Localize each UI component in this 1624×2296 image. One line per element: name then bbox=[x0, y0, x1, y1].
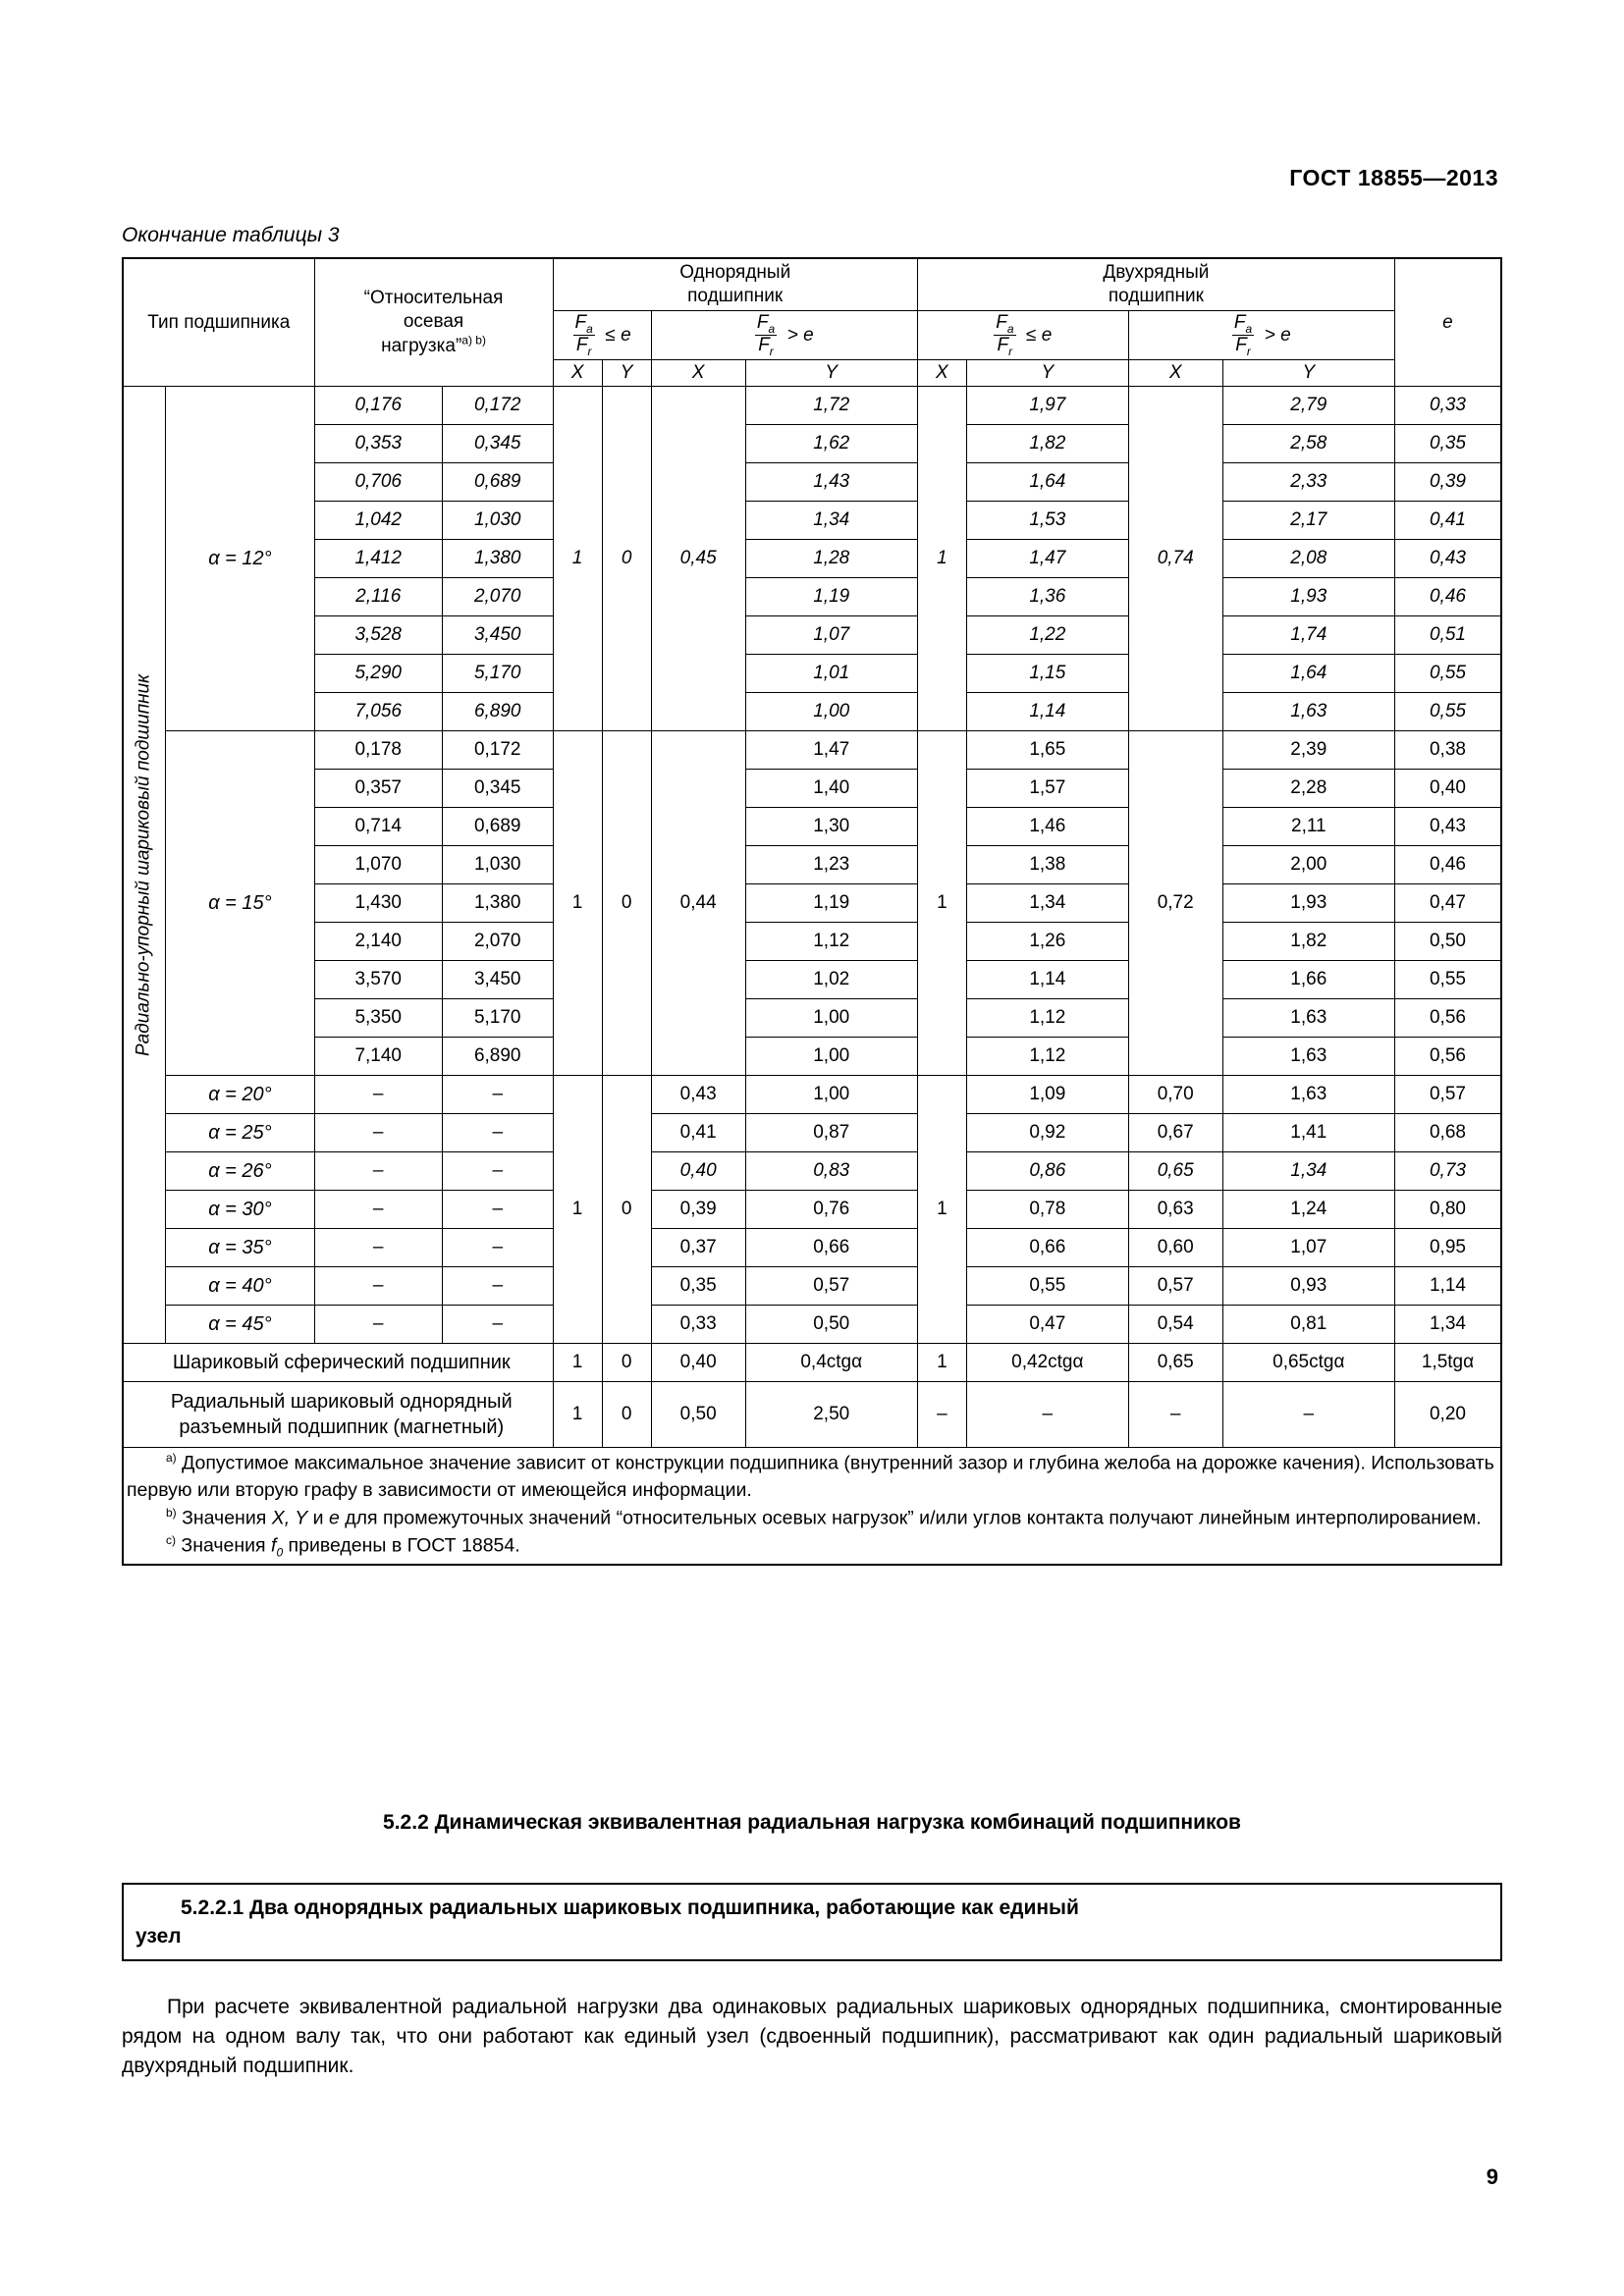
cell-y-le-dr: 1,36 bbox=[966, 578, 1128, 616]
heading-line-2: узел bbox=[135, 1924, 182, 1948]
cell-y-gt-dr: 2,79 bbox=[1222, 387, 1394, 425]
cell-load-1: 7,056 bbox=[314, 693, 442, 731]
cell-y-gt: 0,50 bbox=[745, 1306, 917, 1344]
cell-e: 0,43 bbox=[1394, 540, 1501, 578]
cell-y-gt-dr: 1,41 bbox=[1222, 1114, 1394, 1152]
cell-y-gt: 1,12 bbox=[745, 923, 917, 961]
table-row bbox=[123, 655, 1501, 693]
cell-load-2: 1,380 bbox=[442, 884, 553, 923]
cell-x-gt: 0,37 bbox=[651, 1229, 745, 1267]
cell-y-le-dr: 1,12 bbox=[966, 1038, 1128, 1076]
table-row bbox=[123, 578, 1501, 616]
alpha-26-label: α = 26° bbox=[166, 1152, 314, 1191]
table-row bbox=[123, 540, 1501, 578]
cell-e: 0,57 bbox=[1394, 1076, 1501, 1114]
cell-y-gt: 1,02 bbox=[745, 961, 917, 999]
cell-y-gt-dr: 0,81 bbox=[1222, 1306, 1394, 1344]
cell-y-le-dr: – bbox=[966, 1382, 1128, 1448]
group-label-angular-contact: Радиально-упорный шариковый подшипник bbox=[123, 387, 166, 1344]
cell-y-gt: 0,87 bbox=[745, 1114, 917, 1152]
cell-load-2: 6,890 bbox=[442, 1038, 553, 1076]
cell-y-le-dr: 0,55 bbox=[966, 1267, 1128, 1306]
cell-e: 0,41 bbox=[1394, 502, 1501, 540]
cell-y-gt: 0,83 bbox=[745, 1152, 917, 1191]
cell-y-gt-dr: 1,63 bbox=[1222, 999, 1394, 1038]
cell-e: 0,33 bbox=[1394, 387, 1501, 425]
cell-load-2: – bbox=[442, 1306, 553, 1344]
cell-y-le-dr: 1,57 bbox=[966, 770, 1128, 808]
cell-load-2: – bbox=[442, 1191, 553, 1229]
cell-load-1: 0,357 bbox=[314, 770, 442, 808]
standard-header: ГОСТ 18855—2013 bbox=[1289, 165, 1498, 190]
cell-load-2: – bbox=[442, 1229, 553, 1267]
alpha-20-label: α = 20° bbox=[166, 1076, 314, 1114]
alpha-12-label: α = 12° bbox=[166, 387, 314, 731]
cell-y-gt-dr: 0,65ctgα bbox=[1222, 1344, 1394, 1382]
table-header-row-1 bbox=[123, 258, 1501, 310]
cell-y-gt-dr: 1,34 bbox=[1222, 1152, 1394, 1191]
page-number: 9 bbox=[1486, 2164, 1498, 2189]
header-single-le-e: $\frac{F_a}{F_r}$ ≤ e bbox=[553, 310, 651, 360]
table-row bbox=[123, 1076, 1501, 1114]
cell-y-le-dr: 1,47 bbox=[966, 540, 1128, 578]
cell-y-gt-dr: 1,66 bbox=[1222, 961, 1394, 999]
cell-e: 0,46 bbox=[1394, 578, 1501, 616]
cell-y-le-dr: 1,38 bbox=[966, 846, 1128, 884]
cell-y-le-dr: 0,47 bbox=[966, 1306, 1128, 1344]
cell-load-2: 3,450 bbox=[442, 616, 553, 655]
cell-e: 1,14 bbox=[1394, 1267, 1501, 1306]
cell-e: 0,35 bbox=[1394, 425, 1501, 463]
cell-x-gt-dr-15: 0,72 bbox=[1128, 731, 1222, 1076]
table-row bbox=[123, 770, 1501, 808]
table-row bbox=[123, 425, 1501, 463]
cell-y-le: 0 bbox=[602, 1344, 651, 1382]
table-row bbox=[123, 463, 1501, 502]
table-row bbox=[123, 616, 1501, 655]
footnote-a: $^{a)}$ Допустимое максимальное значение зависит от конструкции подшипника (внутренний зазор и глубина желоба на дорожке качения). Использовать первую или вторую графу в зависимости от имеющейся информации. bbox=[127, 1451, 1494, 1502]
cell-load-2: 0,345 bbox=[442, 770, 553, 808]
alpha-30-label: α = 30° bbox=[166, 1191, 314, 1229]
cell-y-gt-dr: 2,08 bbox=[1222, 540, 1394, 578]
cell-y-gt: 1,30 bbox=[745, 808, 917, 846]
cell-y-gt-dr: 1,93 bbox=[1222, 578, 1394, 616]
cell-e: 0,43 bbox=[1394, 808, 1501, 846]
cell-y-gt-dr: 2,17 bbox=[1222, 502, 1394, 540]
cell-x-gt: 0,41 bbox=[651, 1114, 745, 1152]
cell-e: 0,51 bbox=[1394, 616, 1501, 655]
cell-y-gt: 1,34 bbox=[745, 502, 917, 540]
cell-e: 0,55 bbox=[1394, 693, 1501, 731]
cell-y-gt-dr: 2,33 bbox=[1222, 463, 1394, 502]
cell-y-gt: 0,76 bbox=[745, 1191, 917, 1229]
cell-load-2: 6,890 bbox=[442, 693, 553, 731]
cell-load-2: 2,070 bbox=[442, 578, 553, 616]
header-y-2: Y bbox=[745, 360, 917, 387]
table-notes-row bbox=[123, 1448, 1501, 1565]
cell-load-2: – bbox=[442, 1114, 553, 1152]
alpha-15-label: α = 15° bbox=[166, 731, 314, 1076]
cell-load-1: – bbox=[314, 1229, 442, 1267]
header-single-row: Однорядный подшипник bbox=[553, 258, 917, 310]
cell-y-gt: 1,00 bbox=[745, 693, 917, 731]
cell-y-le-dr: 1,26 bbox=[966, 923, 1128, 961]
cell-load-1: 1,430 bbox=[314, 884, 442, 923]
cell-x-le: 1 bbox=[553, 1382, 602, 1448]
body-paragraph bbox=[122, 1993, 1502, 2080]
section-heading-5-2-2: 5.2.2 Динамическая эквивалентная радиальная нагрузка комбинаций подшипников bbox=[383, 1811, 1241, 1834]
cell-y-gt-dr: 1,63 bbox=[1222, 1076, 1394, 1114]
cell-y-le-angles: 0 bbox=[602, 1076, 651, 1344]
header-x-3: X bbox=[917, 360, 966, 387]
cell-x-gt-dr: 0,57 bbox=[1128, 1267, 1222, 1306]
cell-x-gt-dr: 0,63 bbox=[1128, 1191, 1222, 1229]
cell-x-gt-dr: 0,67 bbox=[1128, 1114, 1222, 1152]
cell-load-2: 0,689 bbox=[442, 808, 553, 846]
cell-y-gt: 1,72 bbox=[745, 387, 917, 425]
cell-y-gt: 1,47 bbox=[745, 731, 917, 770]
cell-y-le-dr: 1,34 bbox=[966, 884, 1128, 923]
cell-y-gt-dr: 1,63 bbox=[1222, 1038, 1394, 1076]
cell-x-gt: 0,50 bbox=[651, 1382, 745, 1448]
cell-y-le-dr: 0,86 bbox=[966, 1152, 1128, 1191]
table-caption: Окончание таблицы 3 bbox=[122, 224, 340, 246]
cell-y-gt: 1,00 bbox=[745, 1076, 917, 1114]
table-row bbox=[123, 387, 1501, 425]
table-row bbox=[123, 923, 1501, 961]
cell-x-gt: 0,40 bbox=[651, 1344, 745, 1382]
cell-load-2: 1,380 bbox=[442, 540, 553, 578]
cell-y-le-dr: 1,09 bbox=[966, 1076, 1128, 1114]
table-row bbox=[123, 999, 1501, 1038]
cell-e: 0,95 bbox=[1394, 1229, 1501, 1267]
header-y-3: Y bbox=[966, 360, 1128, 387]
table-row bbox=[123, 502, 1501, 540]
cell-y-le-dr: 1,22 bbox=[966, 616, 1128, 655]
cell-y-gt-dr: 1,07 bbox=[1222, 1229, 1394, 1267]
cell-load-2: 1,030 bbox=[442, 502, 553, 540]
header-bearing-type: Тип подшипника bbox=[123, 258, 314, 387]
cell-y-le-dr: 0,78 bbox=[966, 1191, 1128, 1229]
cell-y-gt: 1,43 bbox=[745, 463, 917, 502]
cell-x-gt-dr: 0,65 bbox=[1128, 1152, 1222, 1191]
header-x-2: X bbox=[651, 360, 745, 387]
cell-y-gt-dr: 1,74 bbox=[1222, 616, 1394, 655]
header-e: e bbox=[1394, 258, 1501, 387]
cell-load-1: – bbox=[314, 1191, 442, 1229]
alpha-40-label: α = 40° bbox=[166, 1267, 314, 1306]
cell-load-1: 0,178 bbox=[314, 731, 442, 770]
cell-load-2: 1,030 bbox=[442, 846, 553, 884]
footnote-c: $^{c)}$ Значения $f_0$ приведены в ГОСТ 18854. bbox=[166, 1533, 520, 1560]
cell-load-2: – bbox=[442, 1152, 553, 1191]
header-relative-axial-load: “Относительная осевая нагрузка”$^{a) b)}$ bbox=[314, 258, 553, 387]
cell-y-gt: 2,50 bbox=[745, 1382, 917, 1448]
header-y-4: Y bbox=[1222, 360, 1394, 387]
cell-x-le-dr-15: 1 bbox=[917, 731, 966, 1076]
cell-y-gt-dr: 2,00 bbox=[1222, 846, 1394, 884]
cell-x-gt-dr: 0,65 bbox=[1128, 1344, 1222, 1382]
cell-x-gt-15: 0,44 bbox=[651, 731, 745, 1076]
cell-load-2: 0,172 bbox=[442, 387, 553, 425]
cell-x-le-12: 1 bbox=[553, 387, 602, 731]
cell-load-1: 5,350 bbox=[314, 999, 442, 1038]
cell-x-gt-dr: 0,60 bbox=[1128, 1229, 1222, 1267]
table-row bbox=[123, 731, 1501, 770]
cell-x-gt: 0,35 bbox=[651, 1267, 745, 1306]
cell-e: 0,80 bbox=[1394, 1191, 1501, 1229]
cell-load-2: 5,170 bbox=[442, 999, 553, 1038]
cell-e: 0,38 bbox=[1394, 731, 1501, 770]
cell-load-1: – bbox=[314, 1076, 442, 1114]
cell-load-1: – bbox=[314, 1306, 442, 1344]
cell-y-le: 0 bbox=[602, 1382, 651, 1448]
cell-e: 0,50 bbox=[1394, 923, 1501, 961]
cell-y-le-dr: 1,12 bbox=[966, 999, 1128, 1038]
alpha-25-label: α = 25° bbox=[166, 1114, 314, 1152]
table-row bbox=[123, 1114, 1501, 1152]
header-x-1: X bbox=[553, 360, 602, 387]
cell-y-gt-dr: 0,93 bbox=[1222, 1267, 1394, 1306]
cell-load-1: 2,116 bbox=[314, 578, 442, 616]
cell-y-gt: 1,23 bbox=[745, 846, 917, 884]
cell-x-le-15: 1 bbox=[553, 731, 602, 1076]
table-row bbox=[123, 961, 1501, 999]
cell-y-le-15: 0 bbox=[602, 731, 651, 1076]
cell-y-gt-dr: – bbox=[1222, 1382, 1394, 1448]
cell-y-le-dr: 0,92 bbox=[966, 1114, 1128, 1152]
cell-y-le-dr: 1,65 bbox=[966, 731, 1128, 770]
cell-x-le-angles: 1 bbox=[553, 1076, 602, 1344]
cell-y-gt-dr: 2,58 bbox=[1222, 425, 1394, 463]
cell-y-gt: 1,40 bbox=[745, 770, 917, 808]
cell-load-2: 3,450 bbox=[442, 961, 553, 999]
cell-load-2: – bbox=[442, 1267, 553, 1306]
cell-x-le-dr-12: 1 bbox=[917, 387, 966, 731]
cell-x-gt-12: 0,45 bbox=[651, 387, 745, 731]
cell-y-gt-dr: 1,63 bbox=[1222, 693, 1394, 731]
cell-e: 0,47 bbox=[1394, 884, 1501, 923]
cell-load-1: 3,570 bbox=[314, 961, 442, 999]
table-row bbox=[123, 846, 1501, 884]
cell-load-1: 3,528 bbox=[314, 616, 442, 655]
cell-y-le-dr: 1,82 bbox=[966, 425, 1128, 463]
cell-y-gt: 1,00 bbox=[745, 1038, 917, 1076]
cell-load-1: – bbox=[314, 1114, 442, 1152]
cell-y-le-dr: 1,46 bbox=[966, 808, 1128, 846]
cell-load-1: 0,714 bbox=[314, 808, 442, 846]
cell-y-gt: 0,57 bbox=[745, 1267, 917, 1306]
header-single-gt-e: $\frac{F_a}{F_r}$ > e bbox=[651, 310, 917, 360]
header-double-gt-e: $\frac{F_a}{F_r}$ > e bbox=[1128, 310, 1394, 360]
cell-e: 0,56 bbox=[1394, 999, 1501, 1038]
cell-y-le-dr: 1,53 bbox=[966, 502, 1128, 540]
cell-x-le-dr-angles: 1 bbox=[917, 1076, 966, 1344]
cell-y-gt: 1,62 bbox=[745, 425, 917, 463]
cell-e: 1,34 bbox=[1394, 1306, 1501, 1344]
cell-x-le: 1 bbox=[553, 1344, 602, 1382]
cell-load-1: 2,140 bbox=[314, 923, 442, 961]
cell-e: 1,5tgα bbox=[1394, 1344, 1501, 1382]
cell-y-gt-dr: 2,11 bbox=[1222, 808, 1394, 846]
cell-x-gt-dr: 0,54 bbox=[1128, 1306, 1222, 1344]
table-row bbox=[123, 693, 1501, 731]
cell-y-gt: 1,07 bbox=[745, 616, 917, 655]
table-row bbox=[123, 1229, 1501, 1267]
cell-y-gt-dr: 1,24 bbox=[1222, 1191, 1394, 1229]
row-label-magneto: Радиальный шариковый однорядный разъемный подшипник (магнетный) bbox=[123, 1382, 553, 1448]
cell-e: 0,73 bbox=[1394, 1152, 1501, 1191]
header-double-row: Двухрядный подшипник bbox=[917, 258, 1394, 310]
cell-e: 0,55 bbox=[1394, 655, 1501, 693]
alpha-35-label: α = 35° bbox=[166, 1229, 314, 1267]
cell-e: 0,46 bbox=[1394, 846, 1501, 884]
cell-y-gt: 1,01 bbox=[745, 655, 917, 693]
footnote-b: $^{b)}$ Значения X, Y и e для промежуточных значений “относительных осевых нагрузок” и/или углов контакта получают линейным интерполированием. bbox=[166, 1506, 1482, 1529]
cell-y-le-12: 0 bbox=[602, 387, 651, 731]
cell-x-gt-dr: – bbox=[1128, 1382, 1222, 1448]
table-row bbox=[123, 1038, 1501, 1076]
cell-y-gt: 1,19 bbox=[745, 578, 917, 616]
cell-e: 0,68 bbox=[1394, 1114, 1501, 1152]
cell-load-1: 0,176 bbox=[314, 387, 442, 425]
cell-e: 0,39 bbox=[1394, 463, 1501, 502]
cell-x-gt: 0,39 bbox=[651, 1191, 745, 1229]
header-y-1: Y bbox=[602, 360, 651, 387]
cell-y-le-dr: 1,97 bbox=[966, 387, 1128, 425]
cell-y-gt-dr: 2,28 bbox=[1222, 770, 1394, 808]
cell-y-gt-dr: 1,93 bbox=[1222, 884, 1394, 923]
table-row bbox=[123, 1382, 1501, 1448]
cell-load-1: – bbox=[314, 1267, 442, 1306]
cell-x-gt-dr: 0,70 bbox=[1128, 1076, 1222, 1114]
cell-load-1: 1,042 bbox=[314, 502, 442, 540]
cell-y-le-dr: 1,14 bbox=[966, 961, 1128, 999]
cell-load-1: 1,412 bbox=[314, 540, 442, 578]
cell-y-gt-dr: 1,82 bbox=[1222, 923, 1394, 961]
table-row bbox=[123, 808, 1501, 846]
cell-x-gt: 0,40 bbox=[651, 1152, 745, 1191]
row-label-spherical-ball: Шариковый сферический подшипник bbox=[123, 1344, 553, 1382]
cell-x-le-dr: – bbox=[917, 1382, 966, 1448]
cell-e: 0,40 bbox=[1394, 770, 1501, 808]
cell-load-2: 0,345 bbox=[442, 425, 553, 463]
cell-load-1: 0,706 bbox=[314, 463, 442, 502]
cell-load-1: 7,140 bbox=[314, 1038, 442, 1076]
cell-y-le-dr: 0,66 bbox=[966, 1229, 1128, 1267]
heading-line-1: 5.2.2.1 Два однорядных радиальных шариковых подшипника, работающие как единый bbox=[181, 1896, 1079, 1919]
cell-x-le-dr: 1 bbox=[917, 1344, 966, 1382]
table-row bbox=[123, 1267, 1501, 1306]
cell-y-gt-dr: 1,64 bbox=[1222, 655, 1394, 693]
cell-load-2: 5,170 bbox=[442, 655, 553, 693]
table-row bbox=[123, 884, 1501, 923]
cell-y-le-dr: 0,42ctgα bbox=[966, 1344, 1128, 1382]
cell-load-1: 0,353 bbox=[314, 425, 442, 463]
cell-x-gt: 0,33 bbox=[651, 1306, 745, 1344]
cell-y-gt: 1,00 bbox=[745, 999, 917, 1038]
alpha-45-label: α = 45° bbox=[166, 1306, 314, 1344]
cell-load-2: 2,070 bbox=[442, 923, 553, 961]
cell-e: 0,55 bbox=[1394, 961, 1501, 999]
cell-load-2: – bbox=[442, 1076, 553, 1114]
table-row bbox=[123, 1344, 1501, 1382]
header-x-4: X bbox=[1128, 360, 1222, 387]
cell-y-le-dr: 1,14 bbox=[966, 693, 1128, 731]
cell-y-le-dr: 1,64 bbox=[966, 463, 1128, 502]
cell-x-gt-dr-12: 0,74 bbox=[1128, 387, 1222, 731]
cell-x-gt: 0,43 bbox=[651, 1076, 745, 1114]
cell-load-2: 0,172 bbox=[442, 731, 553, 770]
cell-y-gt: 1,28 bbox=[745, 540, 917, 578]
cell-load-1: 1,070 bbox=[314, 846, 442, 884]
table-row bbox=[123, 1152, 1501, 1191]
cell-e: 0,20 bbox=[1394, 1382, 1501, 1448]
cell-y-gt: 0,66 bbox=[745, 1229, 917, 1267]
table-3 bbox=[122, 257, 1502, 1566]
cell-load-2: 0,689 bbox=[442, 463, 553, 502]
cell-load-1: 5,290 bbox=[314, 655, 442, 693]
cell-y-gt-dr: 2,39 bbox=[1222, 731, 1394, 770]
table-row bbox=[123, 1306, 1501, 1344]
table-footnotes bbox=[123, 1448, 1501, 1565]
table-3-container bbox=[122, 257, 1502, 1566]
cell-y-gt: 0,4ctgα bbox=[745, 1344, 917, 1382]
cell-y-le-dr: 1,15 bbox=[966, 655, 1128, 693]
cell-y-gt: 1,19 bbox=[745, 884, 917, 923]
cell-e: 0,56 bbox=[1394, 1038, 1501, 1076]
table-row bbox=[123, 1191, 1501, 1229]
cell-load-1: – bbox=[314, 1152, 442, 1191]
header-double-le-e: $\frac{F_a}{F_r}$ ≤ e bbox=[917, 310, 1128, 360]
paragraph-text: При расчете эквивалентной радиальной нагрузки два одинаковых радиальных шариковых однорядных подшипника, смонтированные рядом на одном валу так, что они работают как единый узел (сдвоенный подшипник), рассматривают как один радиальный шариковый двухрядный подшипник. bbox=[122, 1996, 1502, 2077]
section-heading-5-2-2-1 bbox=[122, 1883, 1502, 1961]
